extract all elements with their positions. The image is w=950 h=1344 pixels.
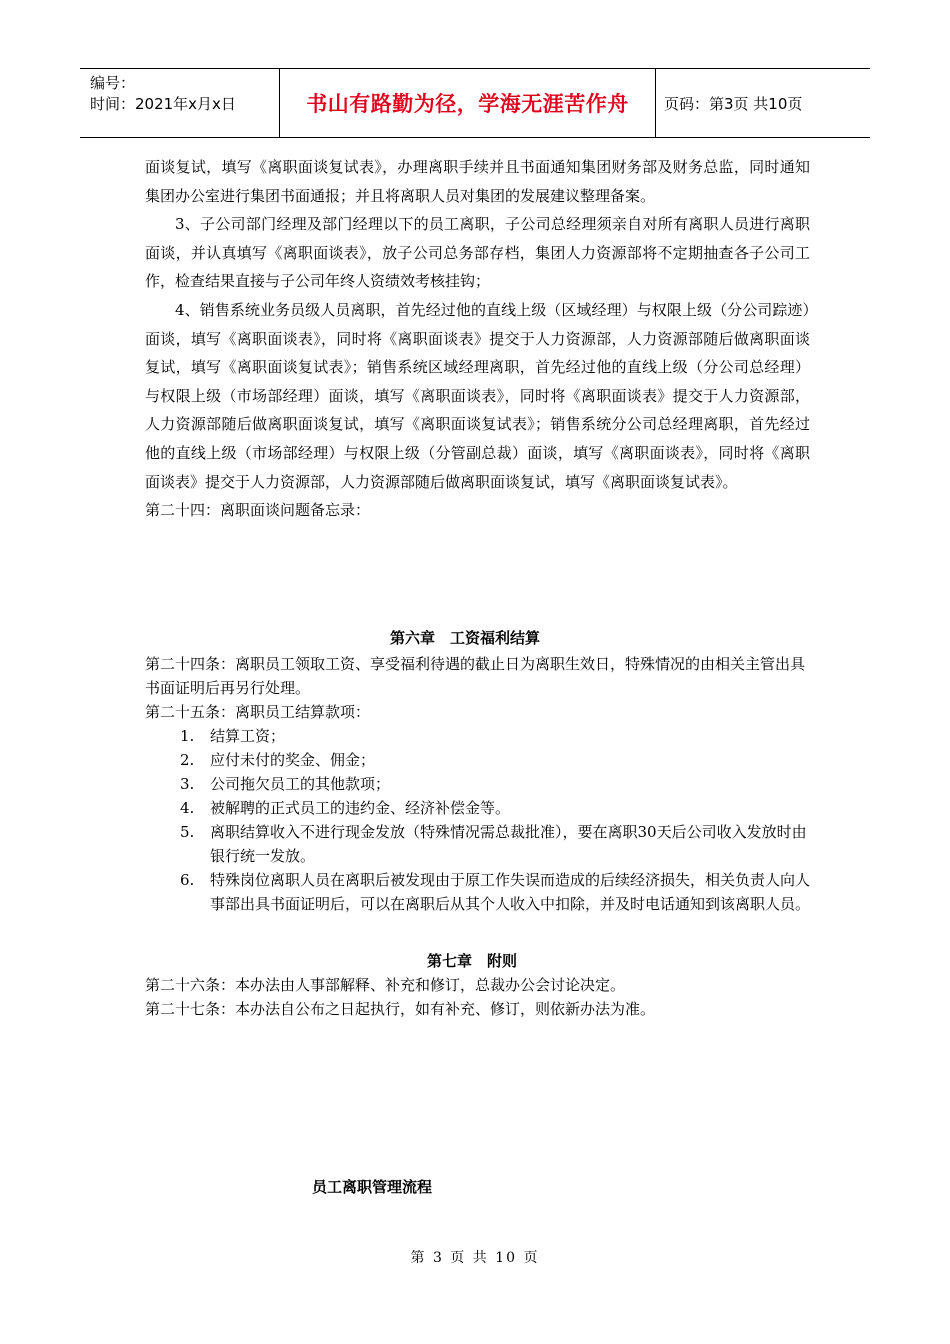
list-item <box>180 772 810 796</box>
list-item <box>180 820 810 868</box>
list-item-text: 公司拖欠员工的其他款项； <box>210 775 391 793</box>
list-item <box>180 724 810 748</box>
list-item-text: 结算工资； <box>210 727 286 745</box>
paragraph-memo-heading: 第二十四：离职面谈问题备忘录： <box>145 501 371 520</box>
document-number-label: 编号： <box>90 74 136 92</box>
page-footer: 第 3 页 共 10 页 <box>410 1250 540 1266</box>
list-item-text: 离职结算收入不进行现金发放（特殊情况需总裁批准），要在离职30天后公司收入发放时由银行统一发放。 <box>210 823 807 865</box>
chapter-7-body <box>145 973 810 1021</box>
header-page-number: 页码：第3页 共10页 <box>664 94 803 113</box>
article-25: 第二十五条：离职员工结算款项： <box>145 703 371 721</box>
list-item <box>180 868 810 916</box>
flow-title: 员工离职管理流程 <box>312 1178 433 1196</box>
paragraph-item-4: 4、销售系统业务员级人员离职，首先经过他的直线上级（区域经理）与权限上级（分公司踪迹）面谈，填写《离职面谈表》，同时将《离职面谈表》提交于人力资源部，人力资源部随后做离职面谈复试，填写《离职面谈复试表》；销售系统区域经理离职，首先经过他的直线上级（分公司总经理）与权限上级（市场部经理）面谈，填写《离职面谈表》，同时将《离职面谈表》提交于人力资源部，人力资源部随后做离职面谈复试，填写《离职面谈复试表》；销售系统分公司总经理离职，首先经过他的直线上级（市场部经理）与权限上级（分管副总裁）面谈，填写《离职面谈表》，同时将《离职面谈表》提交于人力资源部，人力资源部随后做离职面谈复试，填写《离职面谈复试表》。 <box>145 300 810 491</box>
header-meta <box>80 69 280 137</box>
list-item-number: 5. <box>180 823 195 841</box>
list-item <box>180 796 810 820</box>
list-item-text: 应付未付的奖金、佣金； <box>210 751 376 769</box>
list-item-number: 6. <box>180 871 195 889</box>
article-26: 第二十六条：本办法由人事部解释、补充和修订，总裁办公会讨论决定。 <box>145 976 626 994</box>
list-item-text: 被解聘的正式员工的违约金、经济补偿金等。 <box>210 799 511 817</box>
chapter-6-body <box>145 652 810 916</box>
chapter-7-title: 第七章 附则 <box>427 952 518 970</box>
list-item <box>180 748 810 772</box>
list-item-number: 4. <box>180 799 195 817</box>
list-item-number: 1. <box>180 727 195 745</box>
paragraph-continued: 面谈复试，填写《离职面谈复试表》，办理离职手续并且书面通知集团财务部及财务总监，同时通知集团办公室进行集团书面通报；并且将离职人员对集团的发展建议整理备案。 <box>145 158 810 205</box>
list-item-text: 特殊岗位离职人员在离职后被发现由于原工作失误而造成的后续经济损失，相关负责人向人事部出具书面证明后，可以在离职后从其个人收入中扣除，并及时电话通知到该离职人员。 <box>210 871 811 913</box>
paragraph-item-3: 3、子公司部门经理及部门经理以下的员工离职，子公司总经理须亲自对所有离职人员进行离职面谈，并认真填写《离职面谈表》，放子公司总务部存档，集团人力资源部将不定期抽查各子公司工作，检查结果直接与子公司年终人资绩效考核挂钩； <box>145 215 810 291</box>
chapter-6-title: 第六章 工资福利结算 <box>390 629 541 647</box>
list-item-number: 2. <box>180 751 195 769</box>
page-header <box>80 68 870 138</box>
article-27: 第二十七条：本办法自公布之日起执行，如有补充、修订，则依新办法为准。 <box>145 1000 656 1018</box>
header-motto: 书山有路勤为径，学海无涯苦作舟 <box>280 69 656 137</box>
list-item-number: 3. <box>180 775 195 793</box>
article-24: 第二十四条：离职员工领取工资、享受福利待遇的截止日为离职生效日，特殊情况的由相关主管出具书面证明后再另行处理。 <box>145 655 806 697</box>
document-date: 时间：2021年x月x日 <box>90 95 236 113</box>
body-text <box>145 153 810 525</box>
